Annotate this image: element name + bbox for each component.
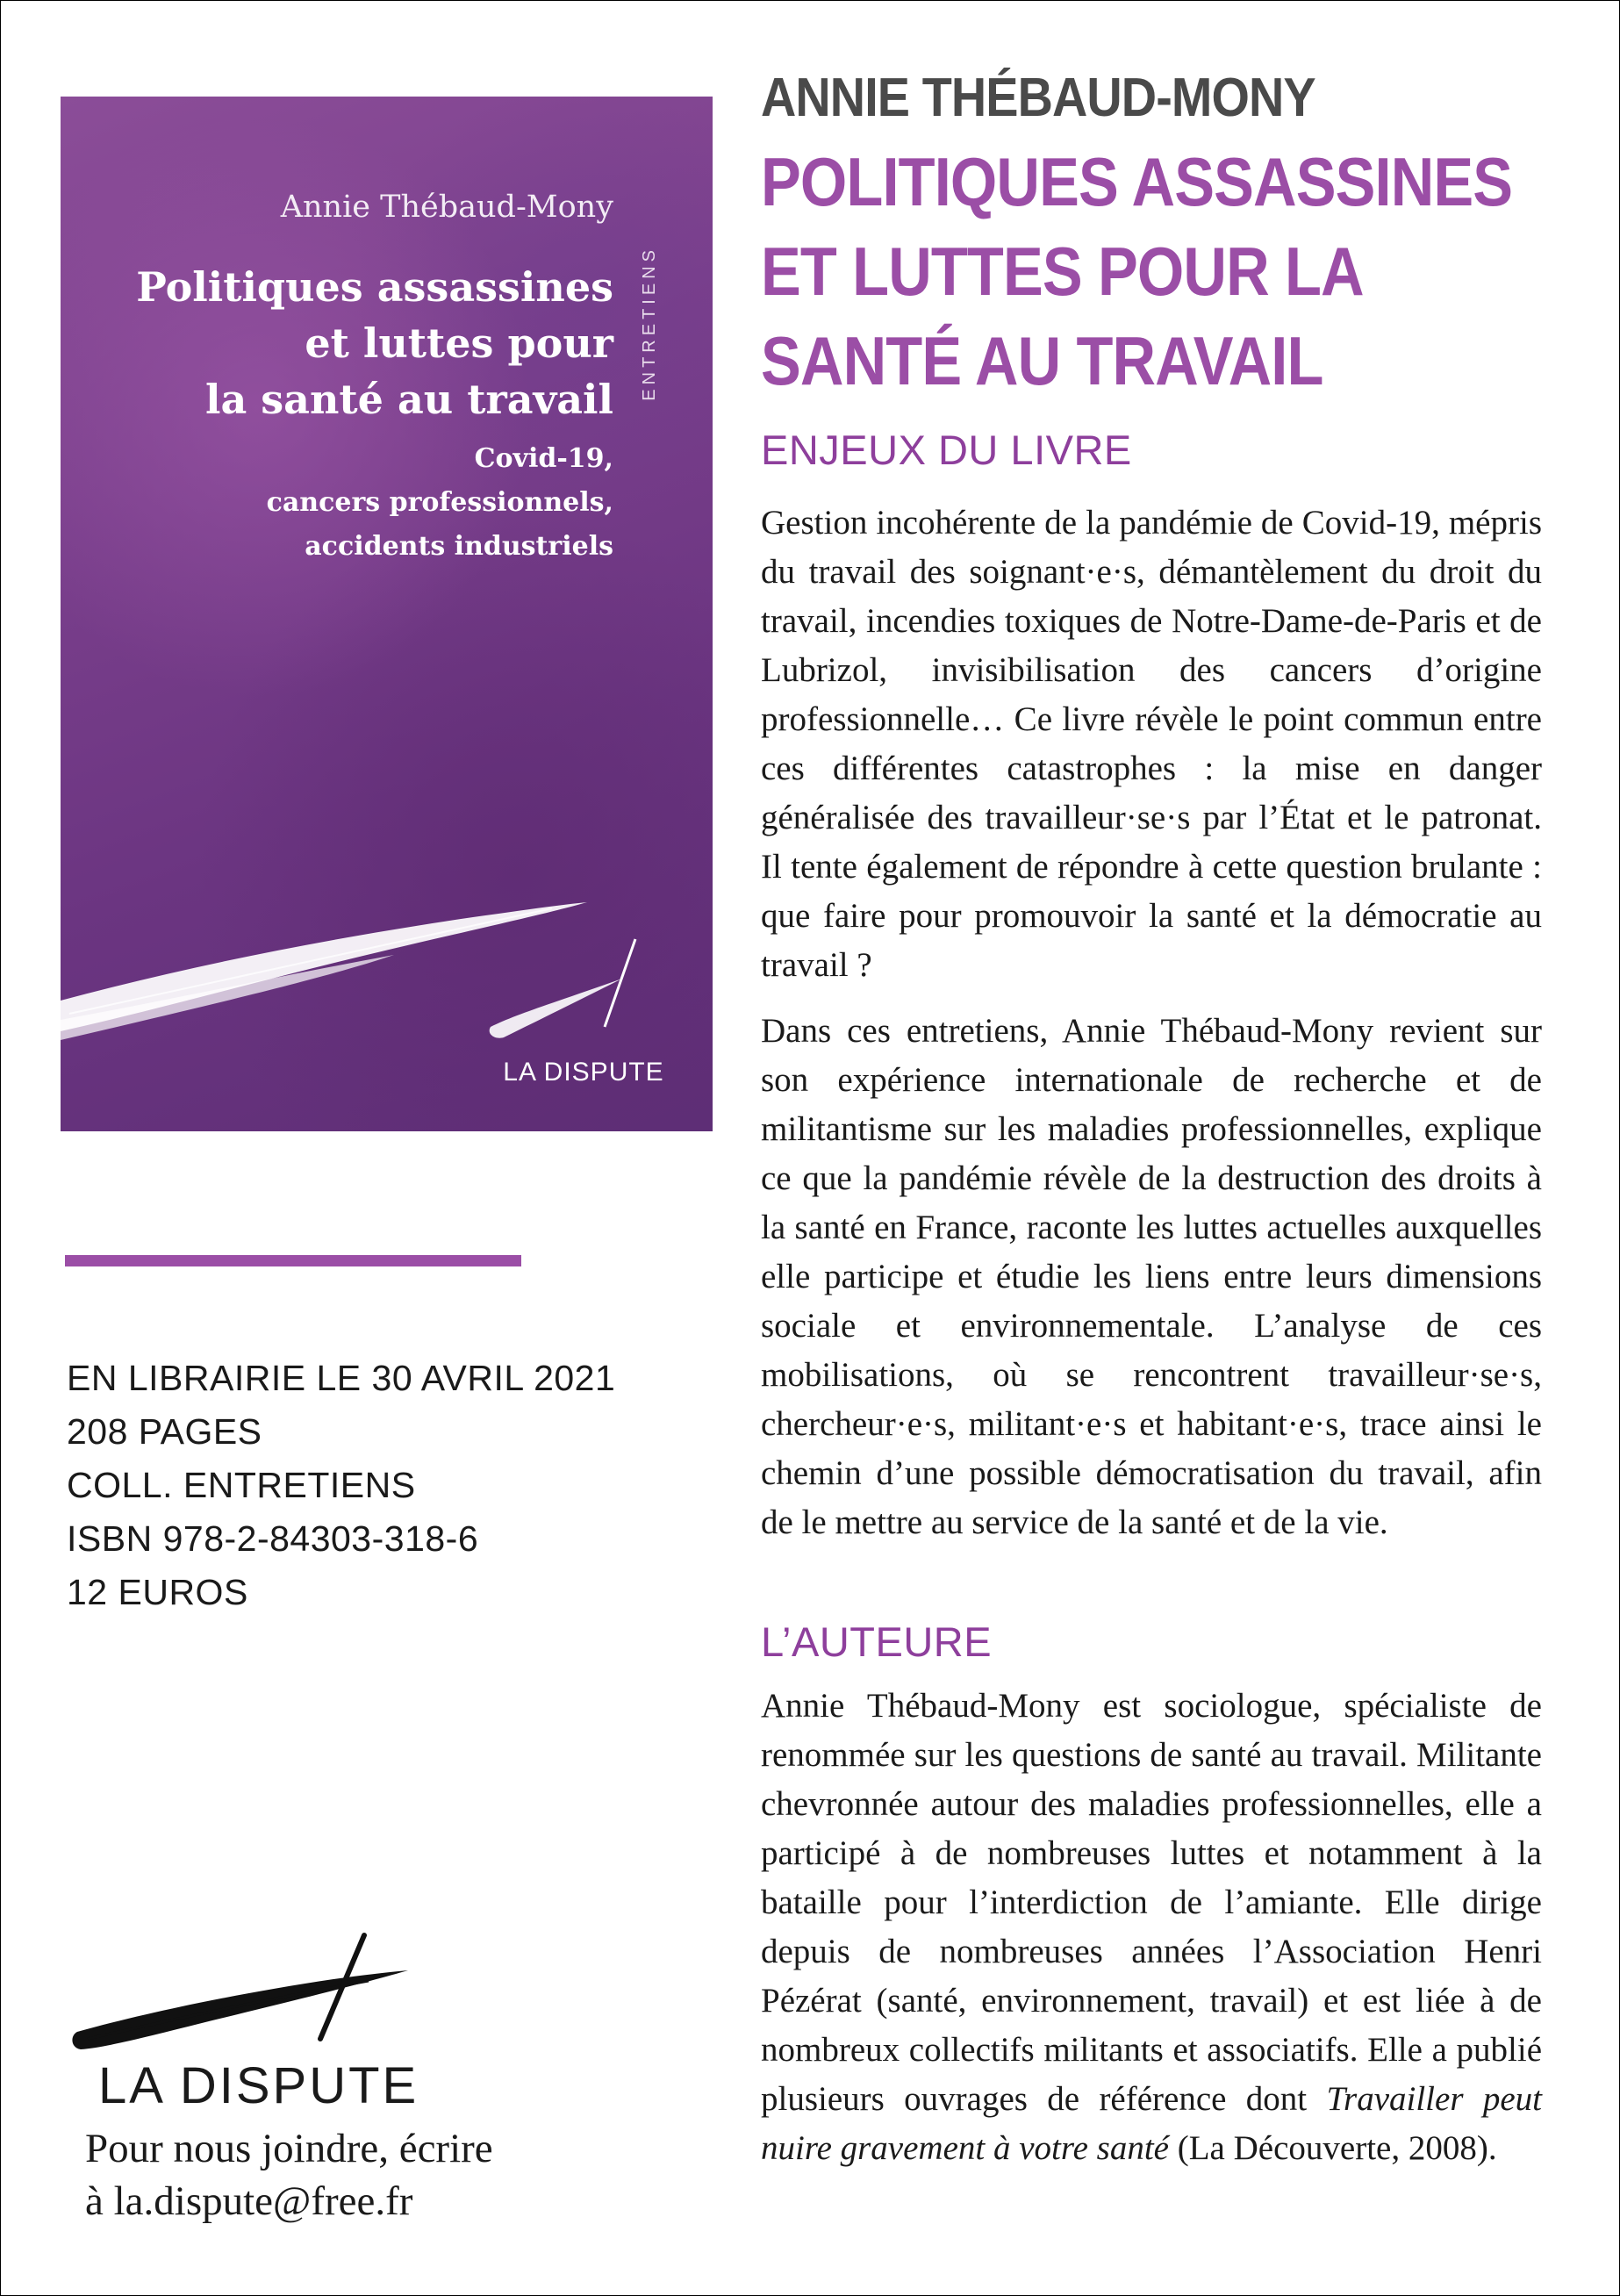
isbn: ISBN 978-2-84303-318-6 — [67, 1518, 479, 1559]
divider-bar — [65, 1255, 521, 1266]
book-info — [67, 1352, 615, 1619]
cover-subtitle-line: cancers professionnels, — [266, 487, 613, 518]
cover-brush-stroke-icon — [61, 97, 713, 1131]
section-heading-enjeux: ENJEUX DU LIVRE — [761, 427, 1132, 473]
auteure-paragraph — [761, 1682, 1542, 2173]
bio-text-end: (La Découverte, 2008). — [1169, 2129, 1497, 2167]
title-line: ET LUTTES POUR LA — [761, 233, 1364, 310]
cover-series-label: ENTRETIENS — [640, 246, 659, 401]
publisher-name: LA DISPUTE — [98, 2057, 419, 2114]
enjeux-paragraph-1 — [761, 499, 1542, 990]
enjeux-paragraph-2 — [761, 1007, 1542, 1547]
cover-title-line: la santé au travail — [204, 376, 613, 423]
title-line: POLITIQUES ASSASSINES — [761, 143, 1513, 220]
cover-title-line: et luttes pour — [305, 319, 613, 367]
contact-block — [85, 2122, 493, 2228]
cover-publisher: LA DISPUTE — [503, 1058, 664, 1087]
cover-subtitle-line: Covid-19, — [474, 443, 613, 474]
book-title-heading — [761, 137, 1541, 405]
author-heading: ANNIE THÉBAUD-MONY — [761, 68, 1315, 128]
paragraph-text: Dans ces entretiens, Annie Thébaud-Mony revient sur son expérience internationale de recherche et de militantisme sur les maladies professionnelles, explique ce que la pandémie révèle de la destruction des droits à la santé en France, raconte les luttes actuelles auxquelles elle participe et étudie les liens entre leurs dimensions sociale et environnementale. L’analyse de ces mobilisations, où se rencontrent travailleur·se·s, chercheur·e·s, militant·e·s et habitant·e·s, trace ainsi le chemin d’une possible démocratisation du travail, afin de le mettre au service de la santé et de la vie. — [761, 1012, 1542, 1541]
paragraph-text — [761, 1682, 1542, 2173]
contact-line: Pour nous joindre, écrire — [85, 2126, 493, 2171]
cover-subtitle-line: accidents industriels — [305, 531, 613, 562]
header-block — [761, 61, 1542, 405]
section-heading-auteure: L’AUTEURE — [761, 1618, 993, 1665]
collection: COLL. ENTRETIENS — [67, 1465, 416, 1505]
release-date: EN LIBRAIRIE LE 30 AVRIL 2021 — [67, 1358, 616, 1398]
bio-text: Annie Thébaud-Mony est sociologue, spécialiste de renommée sur les questions de santé au travail. Militante chevronnée autour des maladies professionnelles, elle a participé à de nombreuses luttes et notamment à la bataille pour l’interdiction de l’amiante. Elle dirige depuis de nombreuses années l’Association Henri Pézérat (santé, environnement, travail) et est liée à de nombreux collectifs militants et associatifs. Elle a publié plusieurs ouvrages de référence dont — [761, 1687, 1542, 2118]
price: 12 EUROS — [67, 1572, 248, 1612]
contact-email: à la.dispute@free.fr — [85, 2178, 413, 2224]
cover-author: Annie Thébaud-Mony — [280, 190, 613, 225]
title-line: SANTÉ AU TRAVAIL — [761, 322, 1323, 399]
cover-title-line: Politiques assassines — [136, 263, 613, 311]
book-cover — [61, 97, 713, 1131]
page-count: 208 PAGES — [67, 1411, 262, 1452]
paragraph-text: Gestion incohérente de la pandémie de Covid-19, mépris du travail des soignant·e·s, démantèlement du droit du travail, incendies toxiques de Notre-Dame-de-Paris et de Lubrizol, invisibilisation des cancers d’origine professionnelle… Ce livre révèle le point commun entre ces différentes catastrophes : la mise en danger généralisée des travailleur·se·s par l’État et le patronat. Il tente également de répondre à cette question brulante : que faire pour promouvoir la santé et la démocratie au travail ? — [761, 504, 1542, 984]
publisher-logo-brush-icon — [70, 1926, 439, 2058]
book-reference-title: Travailler peut nuire gravement à votre santé — [761, 2080, 1542, 2167]
